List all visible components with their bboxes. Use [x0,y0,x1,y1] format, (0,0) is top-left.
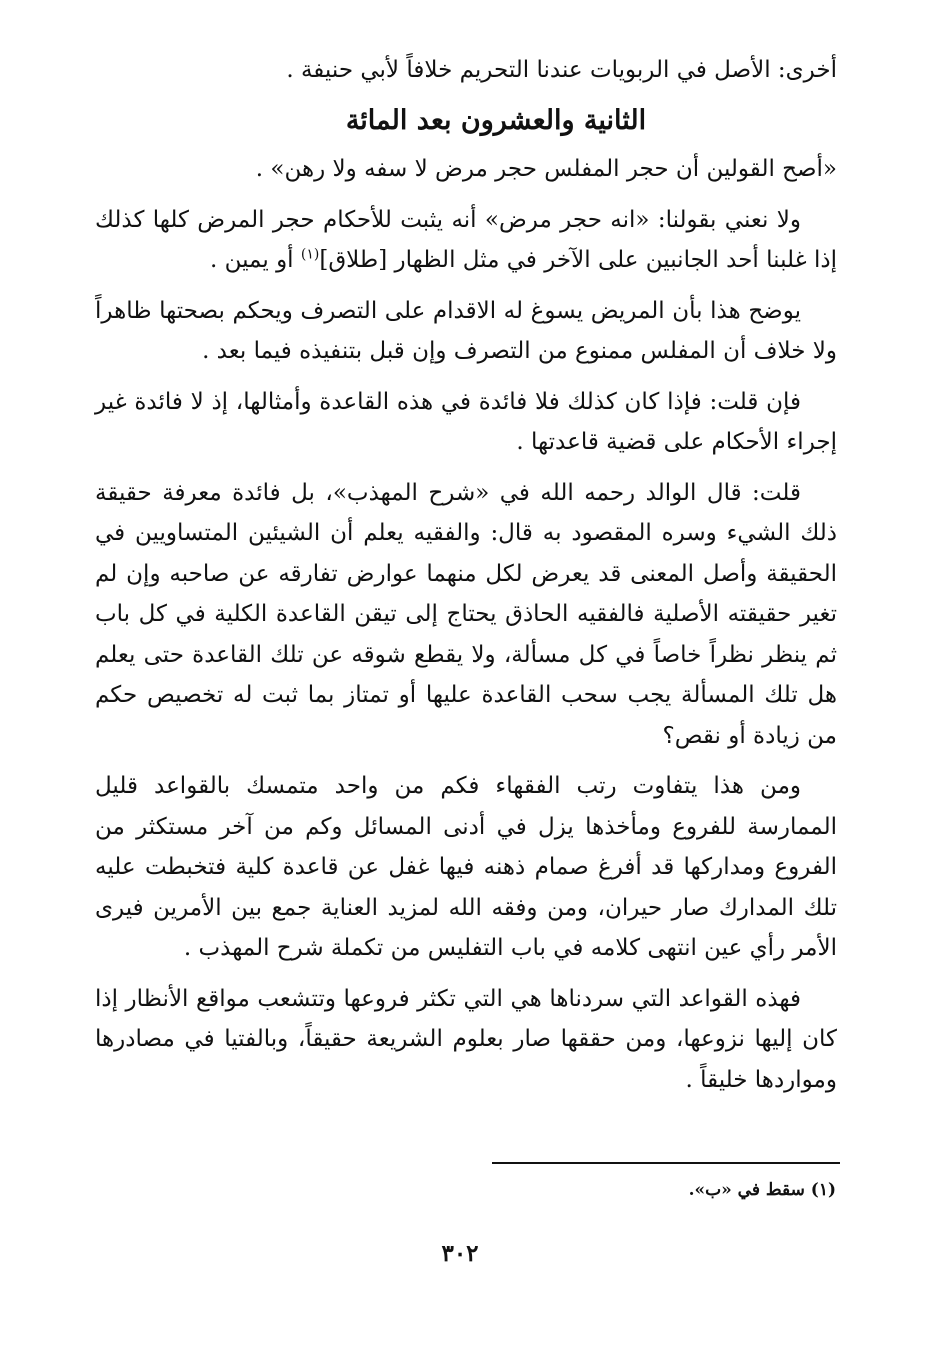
paragraph-5: ومن هذا يتفاوت رتب الفقهاء فكم من واحد متمسك بالقواعد قليل الممارسة للفروع ومأخذها يزل في أدنى المسائل وكم من آخر مستكثر من الفروع ومداركها قد أفرغ صمام ذهنه فيها غفل عن قاعدة كلية فتخبطت عليه تلك المدارك صار حيران، ومن وفقه الله لمزيد العناية جمع بين الأمرين فيرى الأمر رأي عين انتهى كلامه في باب التفليس من تكملة شرح المهذب . [95,773,837,961]
rule-statement: «أصح القولين أن حجر المفلس حجر مرض لا سفه ولا رهن» . [255,156,837,182]
intro-line: أخرى: الأصل في الربويات عندنا التحريم خلافاً لأبي حنيفة . [286,57,837,83]
paragraph-1 [95,200,837,281]
page-number-container [0,1240,932,1267]
footnote-reference: (١) [300,246,320,263]
footnote: (١) سقط في «ب». [688,1180,836,1200]
paragraph-1-text: ولا نعني بقولنا: «انه حجر مرض» أنه يثبت للأحكام حجر المرض كلها كذلك إذا غلبنا أحد الجانبين على الآخر في مثل الظهار [طلاق] [95,206,837,273]
footnote-divider [492,1162,840,1164]
page-number: ٣٠٢ [441,1240,479,1267]
paragraph-4: قلت: قال الوالد رحمه الله في «شرح المهذب»، بل فائدة معرفة حقيقة ذلك الشيء وسره المقصود به قال: والفقيه يعلم أن الشيئين المتساويين في الحقيقة وأصل المعنى قد يعرض لكل منهما عوارض تفارقه عن صاحبه وإن لم تغير حقيقته الأصلية فالفقيه الحاذق يحتاج إلى تيقن القاعدة الكلية في كل باب ثم ينظر نظراً خاصاً في كل مسألة، ولا يقطع شوقه عن تلك القاعدة حتى يعلم هل تلك المسألة يجب سحب القاعدة عليها أو تمتاز بما ثبت له تخصيص حكم من زيادة أو نقص؟ [95,479,837,749]
section-heading: الثانية والعشرون بعد المائة [345,104,647,136]
main-text [95,50,837,1110]
paragraph-6: فهذه القواعد التي سردناها هي التي تكثر فروعها وتتشعب مواقع الأنظار إذا كان إليها نزوعها، ومن حققها صار بعلوم الشريعة حقيقاً، وبالفتيا في مصادرها ومواردها خليقاً . [95,985,837,1093]
paragraph-3: فإن قلت: فإذا كان كذلك فلا فائدة في هذه القاعدة وأمثالها، إذ لا فائدة غير إجراء الأحكام على قضية قاعدتها . [95,388,837,455]
paragraph-2: يوضح هذا بأن المريض يسوغ له الاقدام على التصرف ويحكم بصحتها ظاهراً ولا خلاف أن المفلس ممنوع من التصرف وإن قبل بتنفيذه فيما بعد . [95,297,837,364]
paragraph-1-end: أو يمين . [209,247,301,273]
